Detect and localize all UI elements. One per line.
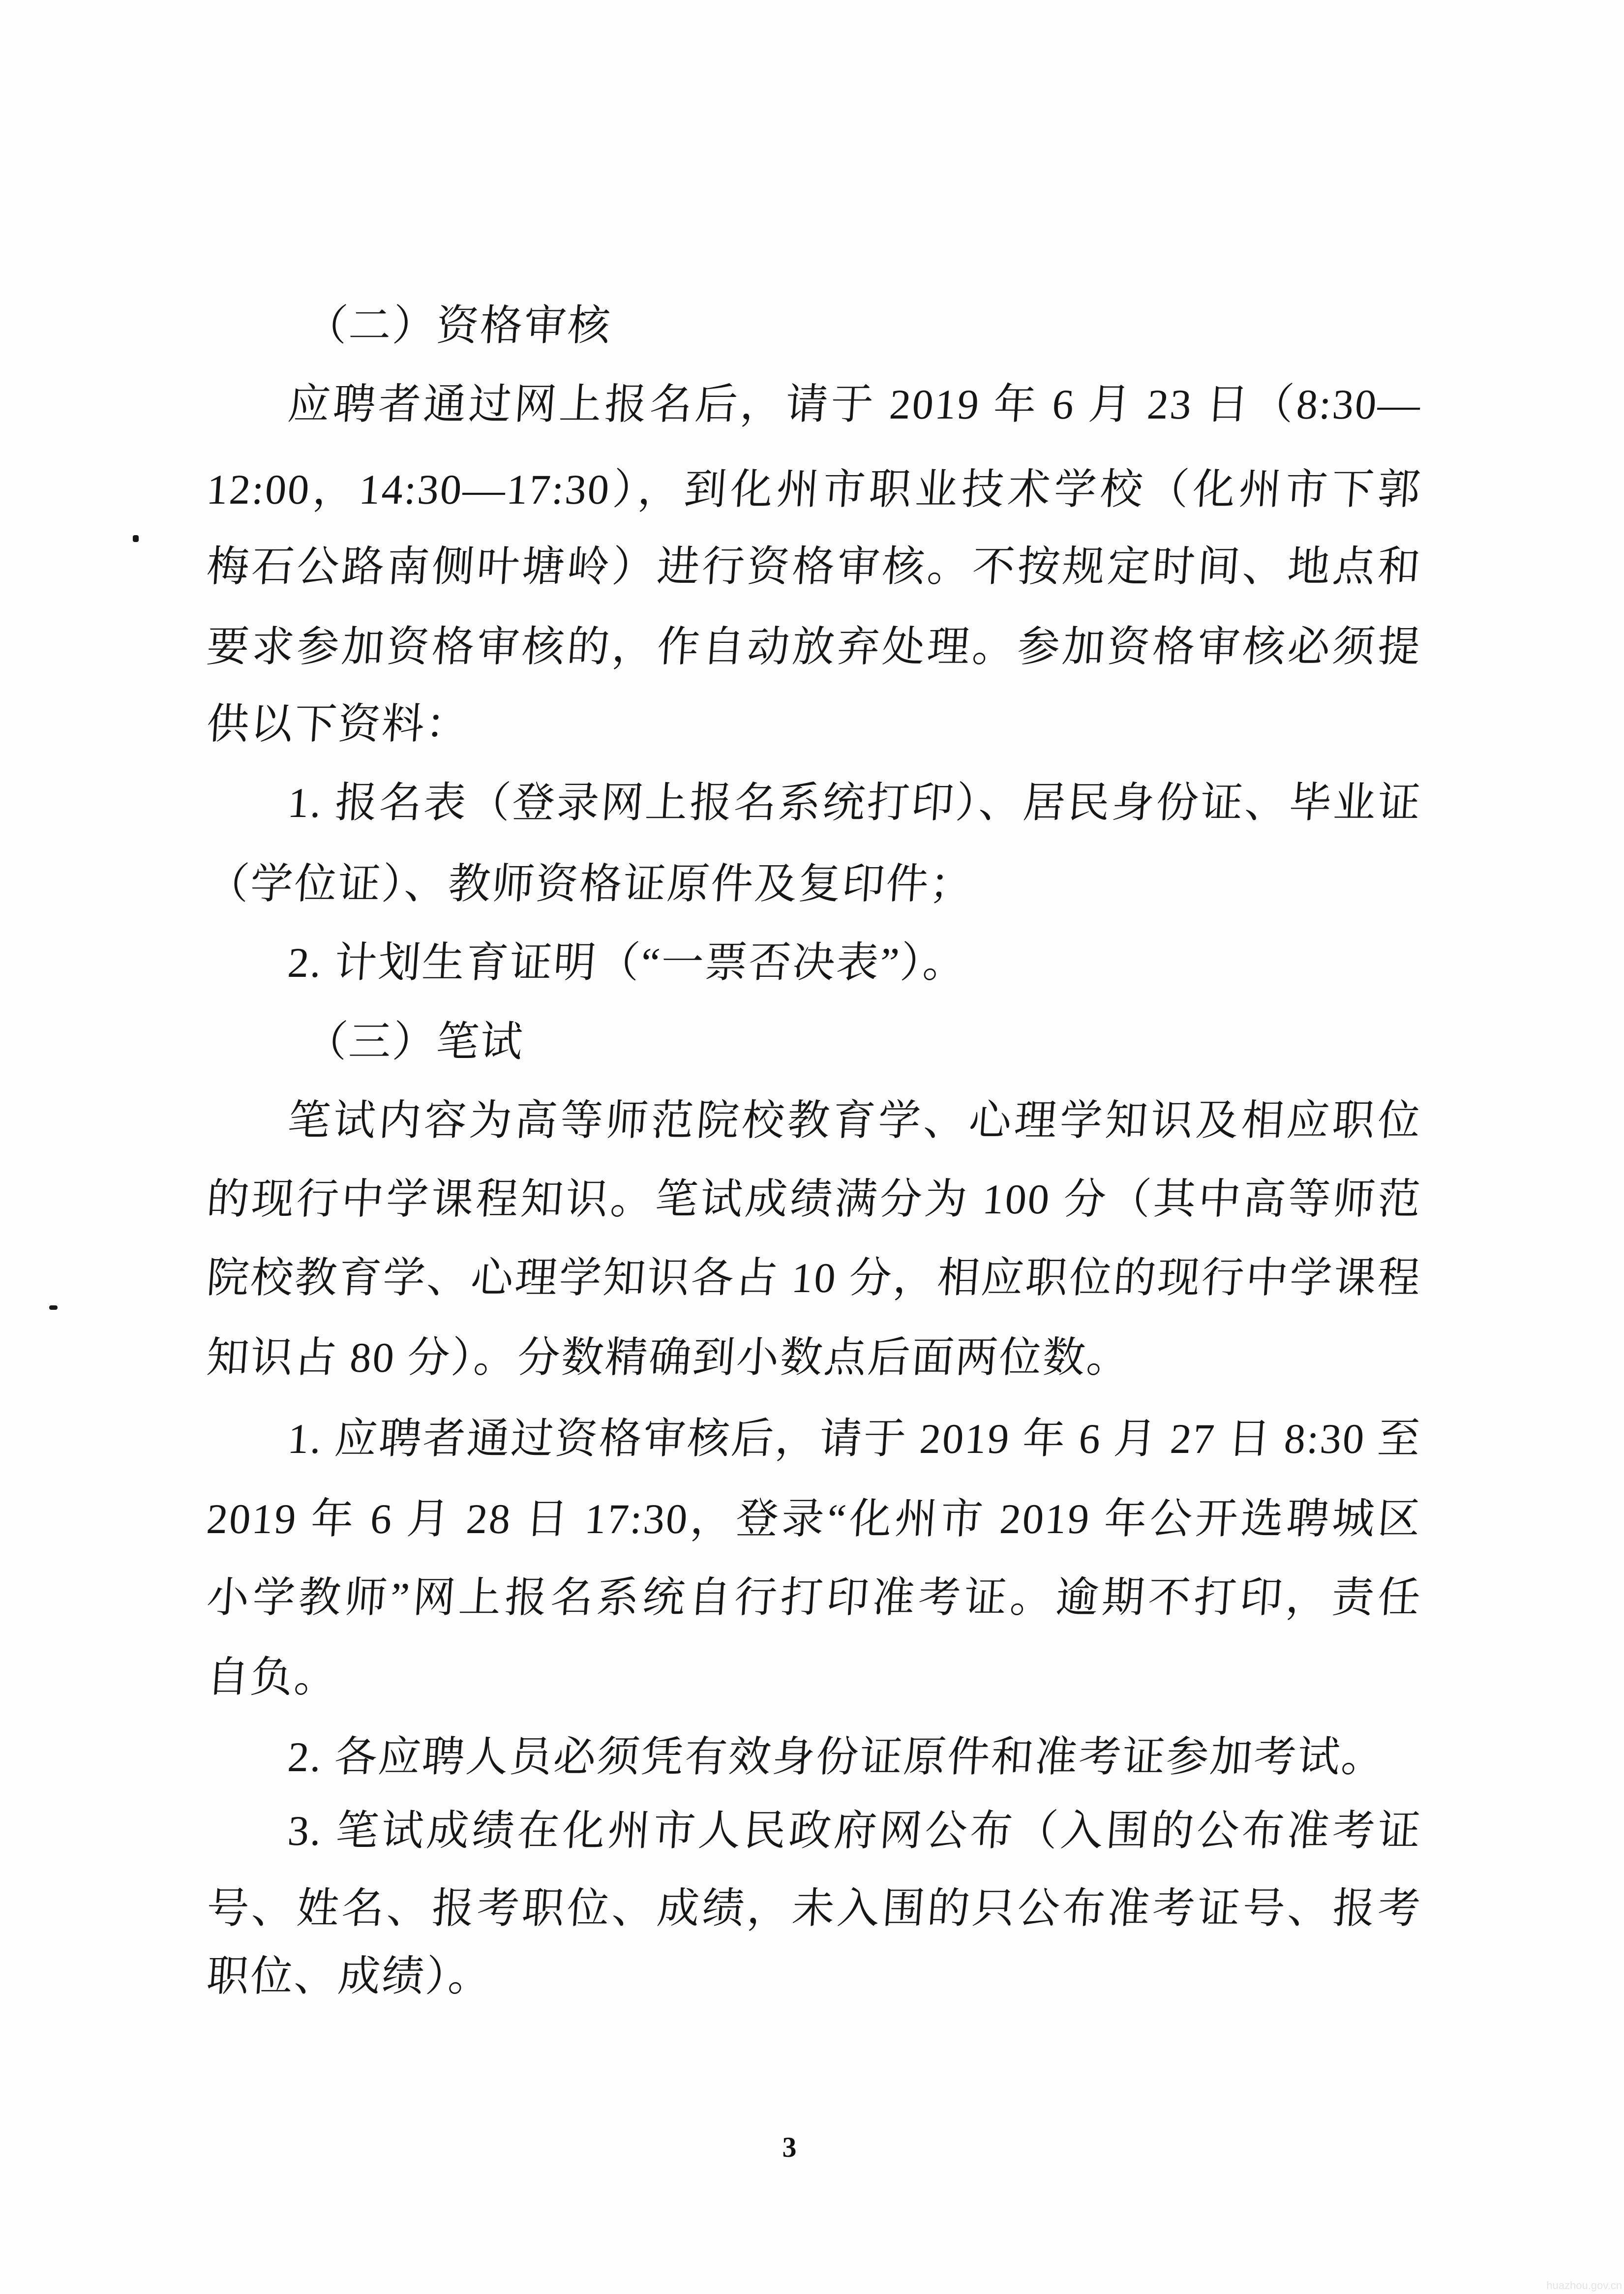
text-line: 要求参加资格审核的，作自动放弃处理。参加资格审核必须提: [205, 623, 1423, 670]
section-heading: （三）笔试: [303, 1018, 526, 1065]
list-item: 1. 应聘者通过资格审核后，请于 2019 年 6 月 27 日 8:30 至: [286, 1415, 1423, 1462]
text-line: 应聘者通过网上报名后，请于 2019 年 6 月 23 日（8:30—: [286, 381, 1423, 428]
watermark-text: huazhou.gov.cn: [1546, 2279, 1622, 2292]
text-line: 自负。: [205, 1654, 340, 1701]
text-line: 知识占 80 分）。分数精确到小数点后面两位数。: [205, 1334, 1132, 1381]
text-line: 笔试内容为高等师范院校教育学、心理学知识及相应职位: [286, 1097, 1423, 1144]
page-number: 3: [782, 2131, 797, 2163]
text-line: 梅石公路南侧叶塘岭）进行资格审核。不按规定时间、地点和: [205, 543, 1423, 590]
text-line: 号、姓名、报考职位、成绩，未入围的只公布准考证号、报考: [205, 1885, 1423, 1932]
text-line: 2019 年 6 月 28 日 17:30，登录“化州市 2019 年公开选聘城区: [205, 1495, 1423, 1542]
text-line: 职位、成绩）。: [205, 1953, 494, 2000]
scan-speck: [49, 1305, 58, 1310]
text-line: 小学教师”网上报名系统自行打印准考证。逾期不打印，责任: [205, 1574, 1423, 1621]
section-heading: （二）资格审核: [303, 302, 613, 349]
list-item: 1. 报名表（登录网上报名系统打印）、居民身份证、毕业证: [286, 779, 1423, 826]
text-line: （学位证）、教师资格证原件及复印件；: [205, 860, 975, 907]
text-line: 的现行中学课程知识。笔试成绩满分为 100 分（其中高等师范: [205, 1176, 1423, 1223]
list-item: 3. 笔试成绩在化州市人民政府网公布（入围的公布准考证: [286, 1807, 1423, 1854]
text-line: 供以下资料：: [205, 700, 471, 748]
text-line: 12:00，14:30—17:30），到化州市职业技术学校（化州市下郭: [205, 466, 1423, 513]
scan-speck: [133, 535, 139, 542]
list-item: 2. 计划生育证明（“一票否决表”）。: [286, 939, 969, 986]
list-item: 2. 各应聘人员必须凭有效身份证原件和准考证参加考试。: [286, 1733, 1387, 1781]
text-line: 院校教育学、心理学知识各占 10 分，相应职位的现行中学课程: [205, 1254, 1423, 1301]
